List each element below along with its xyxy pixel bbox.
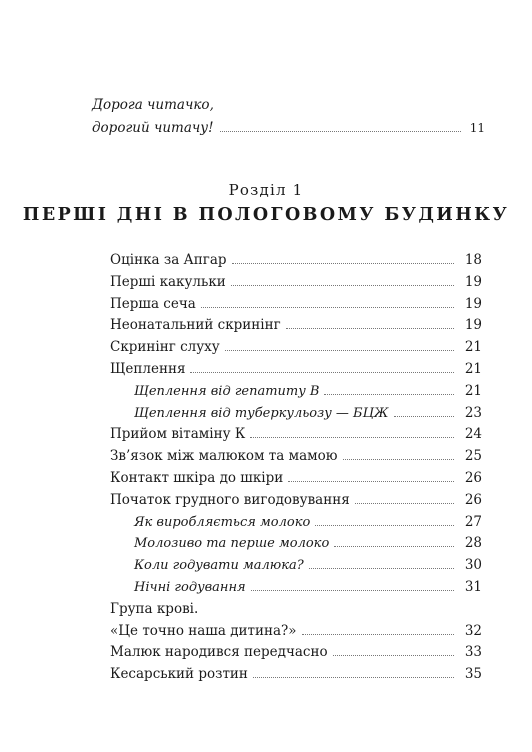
intro-entry bbox=[92, 94, 485, 140]
toc-entry bbox=[110, 272, 482, 294]
toc-entry bbox=[110, 250, 482, 272]
chapter-title: ПЕРШІ ДНІ В ПОЛОГОВОМУ БУДИНКУ bbox=[22, 205, 510, 225]
toc-entry bbox=[110, 315, 482, 337]
chapter-label: Розділ 1 bbox=[228, 181, 304, 199]
page-number: 28 bbox=[464, 535, 482, 552]
dot-leader bbox=[220, 131, 461, 132]
toc-entry bbox=[110, 294, 482, 316]
toc-subentry bbox=[110, 403, 482, 425]
toc-entry-label: Нічні годування bbox=[134, 579, 246, 595]
toc-subentry bbox=[110, 512, 482, 534]
page-number: 35 bbox=[464, 666, 482, 683]
page-number: 19 bbox=[464, 273, 482, 290]
page-number: 21 bbox=[464, 360, 482, 377]
toc-entry-label: Зв’язок між малюком та мамою bbox=[110, 448, 338, 465]
page-number: 26 bbox=[464, 491, 482, 508]
toc-subentry bbox=[110, 533, 482, 555]
toc-entry-label: Перші какульки bbox=[110, 273, 226, 290]
page-number: 31 bbox=[464, 578, 482, 595]
toc-entry bbox=[110, 621, 482, 643]
page-bottom-margin bbox=[0, 706, 532, 752]
dot-leader bbox=[190, 372, 454, 373]
toc-entry-label: Прийом вітаміну К bbox=[110, 426, 246, 443]
page-number: 27 bbox=[464, 513, 482, 530]
page-number: 33 bbox=[464, 644, 482, 661]
toc-entry bbox=[110, 337, 482, 359]
toc-entry-label: Оцінка за Апгар bbox=[110, 252, 227, 268]
dot-leader bbox=[232, 263, 454, 264]
dot-leader bbox=[355, 503, 454, 504]
toc-entry bbox=[110, 359, 482, 381]
toc-entry bbox=[110, 490, 482, 512]
dot-leader bbox=[251, 590, 454, 591]
page-number: 21 bbox=[464, 339, 482, 356]
toc-entry bbox=[110, 446, 482, 468]
dot-leader bbox=[250, 437, 454, 438]
page-number: 25 bbox=[464, 448, 482, 465]
dot-leader bbox=[394, 416, 454, 417]
intro-line-1: Дорога читачко, bbox=[92, 97, 214, 113]
page-number: 23 bbox=[464, 404, 482, 421]
intro-line-2: дорогий читачу! bbox=[92, 120, 214, 136]
toc-subentry bbox=[110, 381, 482, 403]
dot-leader bbox=[315, 525, 454, 526]
page-number: 19 bbox=[464, 317, 482, 334]
toc-entry-label: Як виробляється молоко bbox=[134, 514, 311, 530]
dot-leader bbox=[309, 568, 454, 569]
dot-leader bbox=[201, 307, 454, 308]
toc-entry-label: Щеплення від гепатиту В bbox=[134, 383, 320, 399]
page-number: 21 bbox=[464, 382, 482, 399]
dot-leader bbox=[343, 459, 454, 460]
toc-entry-label: Молозиво та перше молоко bbox=[134, 536, 330, 552]
page-number: 11 bbox=[469, 121, 485, 135]
dot-leader bbox=[334, 546, 454, 547]
toc-entry-label: Кесарський розтин bbox=[110, 666, 248, 683]
toc-list bbox=[110, 250, 482, 686]
dot-leader bbox=[302, 634, 454, 635]
page-number: 19 bbox=[464, 295, 482, 312]
toc-entry-label: Початок грудного вигодовування bbox=[110, 491, 350, 508]
toc-entry-label: Контакт шкіра до шкіри bbox=[110, 469, 284, 486]
dot-leader bbox=[225, 350, 454, 351]
toc-entry bbox=[110, 468, 482, 490]
page-number: 18 bbox=[464, 252, 482, 268]
toc-entry bbox=[110, 599, 482, 621]
toc-entry-label: Коли годувати малюка? bbox=[134, 558, 304, 574]
page-number: 26 bbox=[464, 469, 482, 486]
toc-entry-label: Щеплення від туберкульозу — БЦЖ bbox=[134, 405, 389, 421]
toc-subentry bbox=[110, 577, 482, 599]
toc-entry bbox=[110, 642, 482, 664]
intro-line-2-row bbox=[92, 117, 485, 140]
dot-leader bbox=[333, 655, 454, 656]
dot-leader bbox=[253, 677, 454, 678]
toc-entry bbox=[110, 664, 482, 686]
page-number: 24 bbox=[464, 426, 482, 443]
toc-entry-label: Малюк народився передчасно bbox=[110, 644, 328, 661]
toc-subentry bbox=[110, 555, 482, 577]
dot-leader bbox=[324, 394, 454, 395]
toc-entry-label: Група крові. bbox=[110, 600, 199, 617]
dot-leader bbox=[231, 285, 454, 286]
page-number: 32 bbox=[464, 622, 482, 639]
page-number: 30 bbox=[464, 557, 482, 574]
toc-entry bbox=[110, 424, 482, 446]
toc-entry-label: Неонатальний скринінг bbox=[110, 317, 281, 334]
toc-entry-label: Щеплення bbox=[110, 360, 186, 377]
dot-leader bbox=[288, 481, 454, 482]
toc-entry-label: Скринінг слуху bbox=[110, 339, 220, 356]
toc-entry-label: Перша сеча bbox=[110, 295, 196, 312]
dot-leader bbox=[286, 328, 454, 329]
toc-entry-label: «Це точно наша дитина?» bbox=[110, 622, 297, 639]
